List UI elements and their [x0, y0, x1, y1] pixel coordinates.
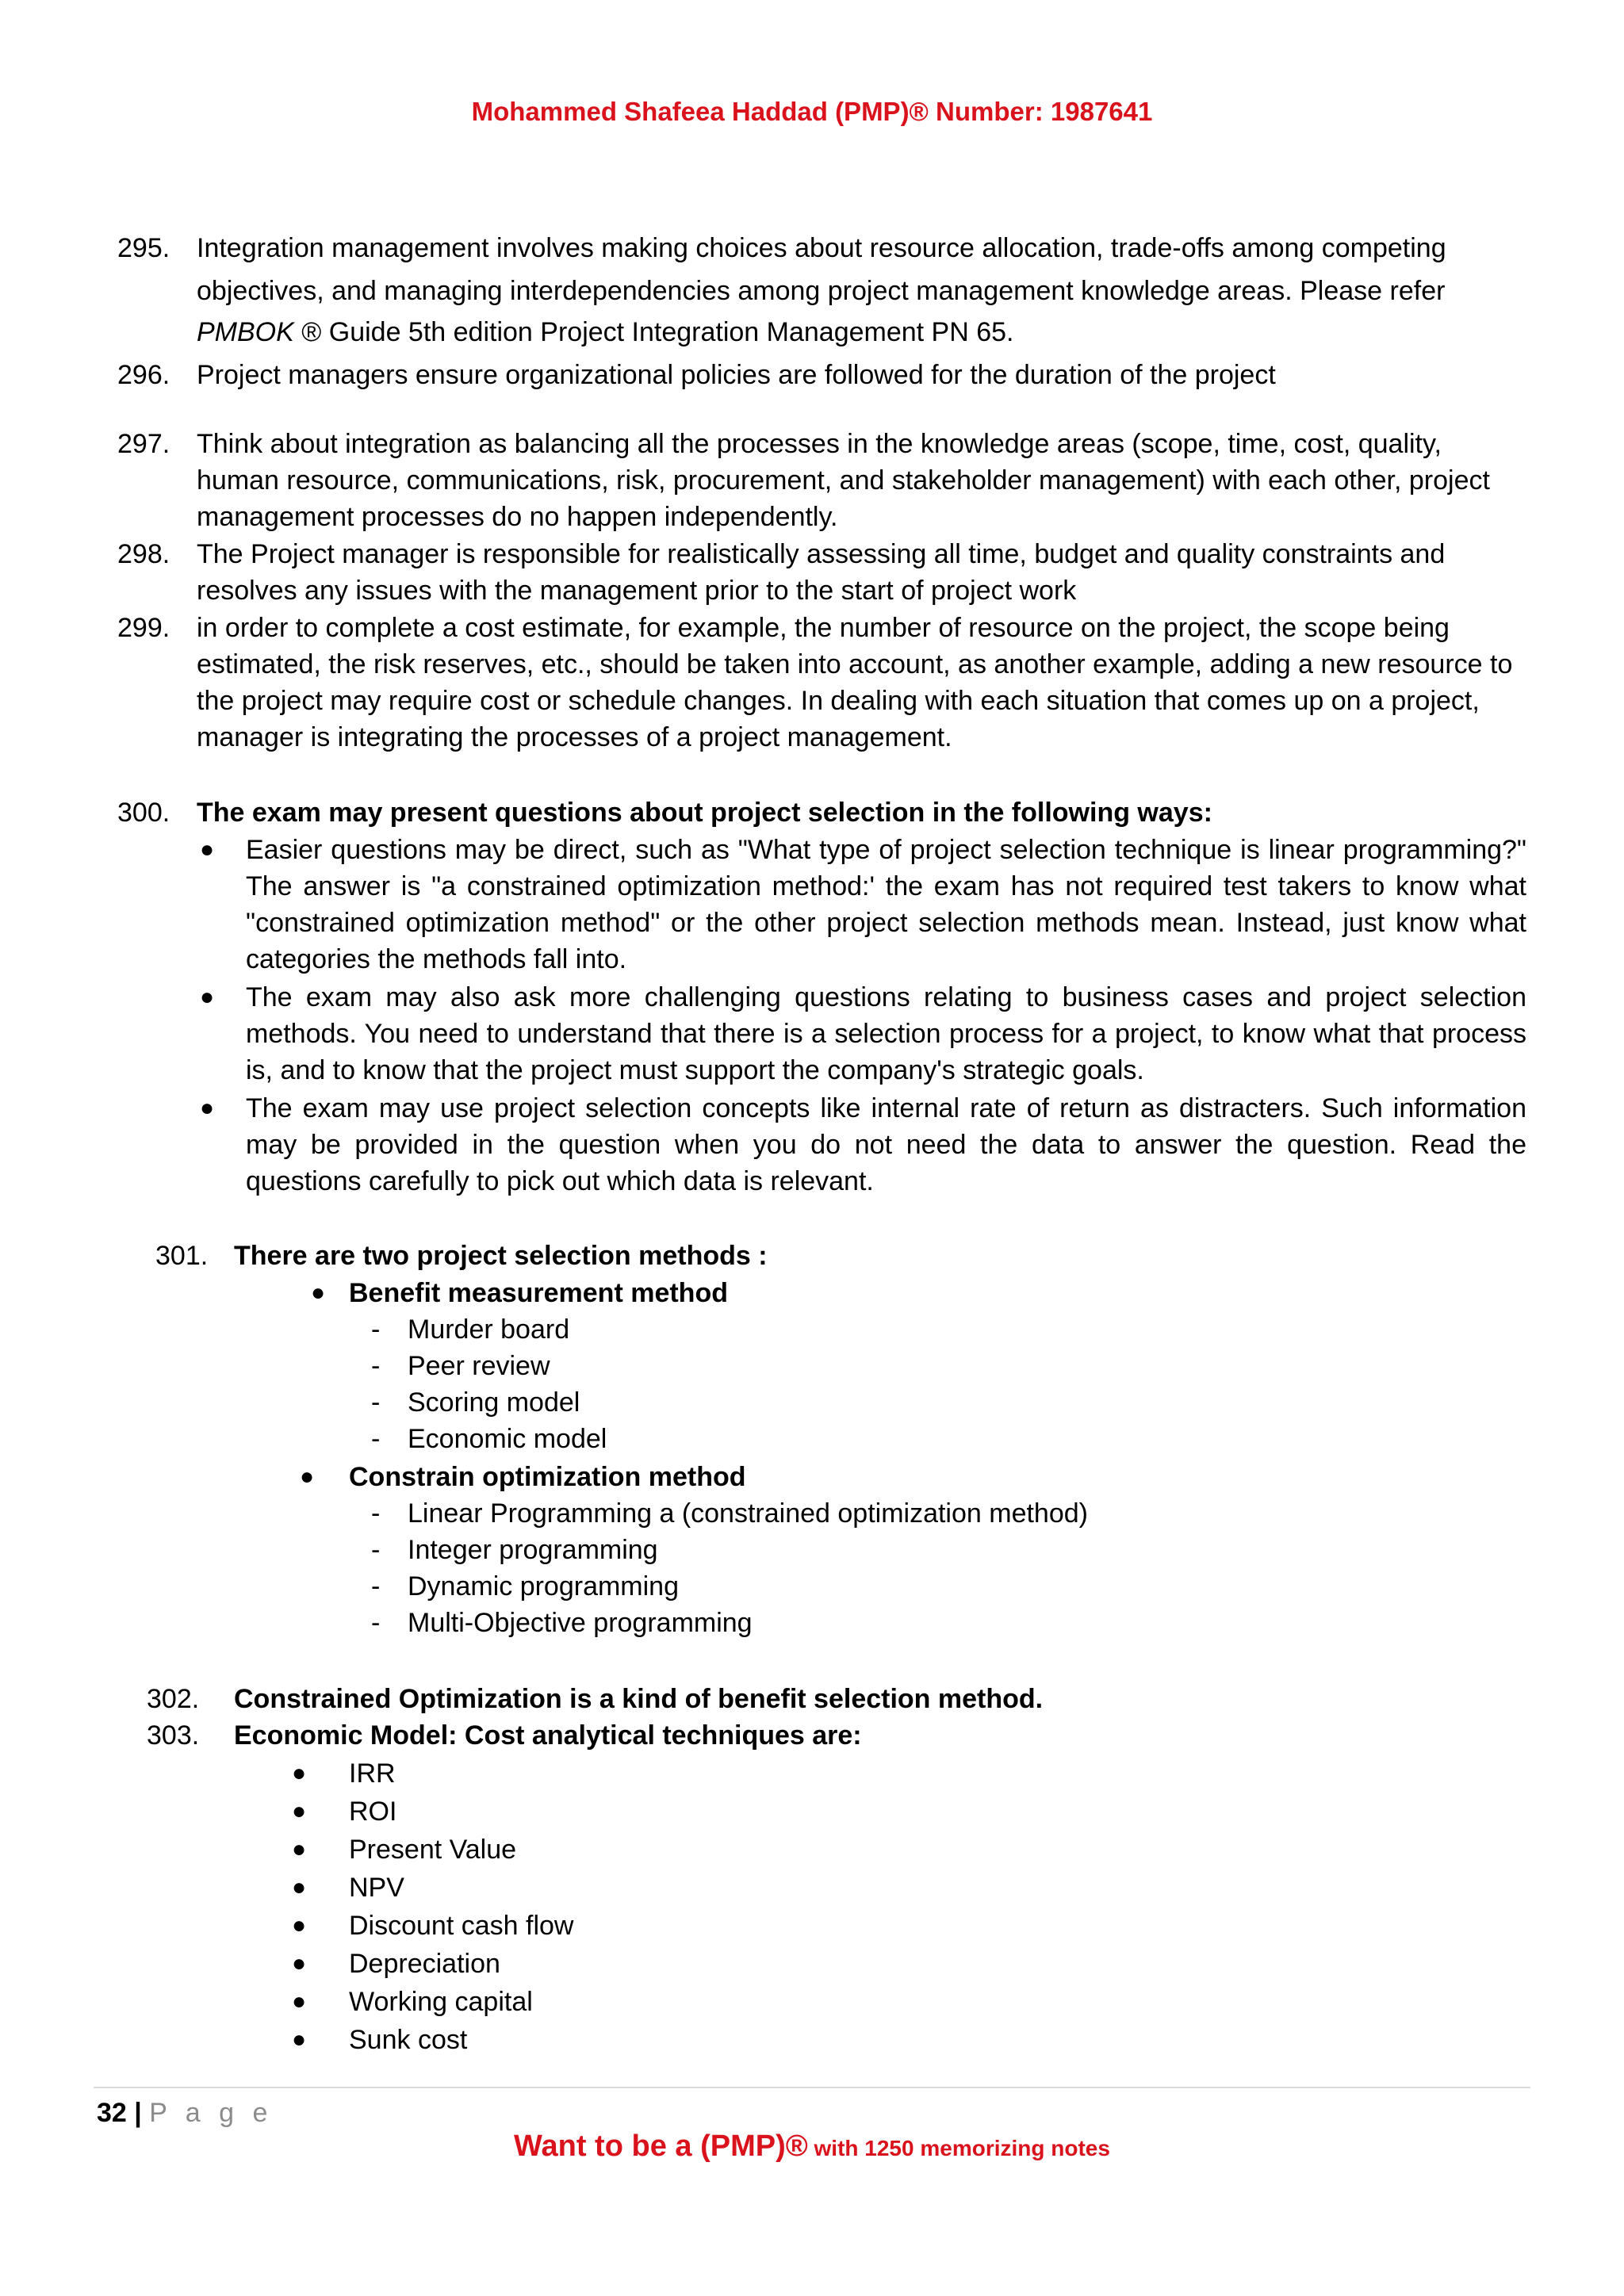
bullet-icon: ●	[200, 836, 215, 863]
item-number: 301.	[155, 1241, 209, 1271]
page-number-value: 32	[97, 2098, 127, 2128]
bullet-icon: ●	[200, 984, 215, 1010]
page-header: Mohammed Shafeea Haddad (PMP)® Number: 1987641	[471, 97, 1153, 126]
economic-item-text: IRR	[349, 1758, 396, 1789]
dash-marker: -	[371, 1535, 381, 1565]
item-number: 302.	[147, 1684, 200, 1714]
item-text: Project managers ensure organizational policies are followed for the duration of the project	[197, 360, 1276, 390]
economic-item-text: NPV	[349, 1873, 404, 1903]
bullet-icon: ●	[300, 1464, 315, 1490]
bullet-text: The exam may use project selection concepts like internal rate of return as distracters. Such information may be provided in the question when you do not need the data to answer the question. Read the questions carefully to pick out which data is relevant.	[246, 1093, 1526, 1196]
economic-item-text: Discount cash flow	[349, 1911, 574, 1941]
economic-item-text: ROI	[349, 1797, 397, 1827]
bullet-icon: ●	[292, 2026, 307, 2053]
item-text-line: Integration management involves making choices about resource allocation, trade-offs among competing	[197, 233, 1446, 263]
economic-item-text: Working capital	[349, 1987, 533, 2017]
item-number: 300.	[117, 798, 170, 828]
dash-marker: -	[371, 1498, 381, 1529]
economic-item-text: Sunk cost	[349, 2025, 468, 2055]
bullet-icon: ●	[292, 1874, 307, 1900]
item-text: in order to complete a cost estimate, for example, the number of resource on the project, the scope being estimated, the risk reserves, etc., should be taken into account, as another example, adding a new resource to the project may require cost or schedule changes. In dealing with each situation that comes up on a project, manager is integrating the processes of a project management.	[197, 613, 1513, 752]
footer-divider	[94, 2087, 1530, 2088]
bullet-text: The exam may also ask more challenging questions relating to business cases and project selection methods. You need to understand that there is a selection process for a project, to know what that process is, and to know that the project must support the company's strategic goals.	[246, 982, 1526, 1085]
item-number: 299.	[117, 613, 170, 643]
page-word: P a g e	[149, 2098, 274, 2128]
bullet-icon: ●	[200, 1095, 215, 1121]
bullet-icon: ●	[292, 1950, 307, 1976]
sub-item-text: Dynamic programming	[408, 1571, 679, 1601]
promo-main: Want to be a (PMP)®	[514, 2130, 808, 2163]
dash-marker: -	[371, 1387, 381, 1418]
item-heading: Economic Model: Cost analytical techniques are:	[234, 1720, 862, 1751]
sub-item-text: Integer programming	[408, 1535, 658, 1565]
sub-item-text: Multi-Objective programming	[408, 1608, 753, 1638]
item-number: 296.	[117, 360, 170, 390]
bullet-icon: ●	[292, 1760, 307, 1786]
page-number	[97, 2095, 273, 2131]
group-title: Constrain optimization method	[349, 1462, 746, 1492]
item-number: 295.	[117, 233, 170, 263]
sub-item-text: Murder board	[408, 1314, 570, 1345]
item-number: 303.	[147, 1720, 200, 1751]
item-text-line: objectives, and managing interdependencies among project management knowledge areas. Please refer	[197, 276, 1446, 306]
sub-item-text: Scoring model	[408, 1387, 580, 1418]
dash-marker: -	[371, 1351, 381, 1381]
dash-marker: -	[371, 1571, 381, 1601]
item-text: The Project manager is responsible for realistically assessing all time, budget and quality constraints and resolves any issues with the management prior to the start of project work	[197, 539, 1446, 606]
bullet-text: Easier questions may be direct, such as "What type of project selection technique is linear programming?" The answer is "a constrained optimization method:' the exam has not required test takers to know what "constrained optimization method" or the other project selection methods mean. Instead, just know what categories the methods fall into.	[246, 835, 1526, 974]
sub-item-text: Linear Programming a (constrained optimization method)	[408, 1498, 1088, 1529]
item-text-rest: ® Guide 5th edition Project Integration Management PN 65.	[293, 317, 1014, 347]
bullet-icon: ●	[292, 1912, 307, 1938]
dash-marker: -	[371, 1314, 381, 1345]
item-heading: The exam may present questions about project selection in the following ways:	[197, 798, 1212, 828]
bullet-icon: ●	[292, 1988, 307, 2015]
item-heading: There are two project selection methods :	[234, 1241, 768, 1271]
item-number: 297.	[117, 429, 170, 459]
bullet-icon: ●	[292, 1798, 307, 1824]
item-number: 298.	[117, 539, 170, 569]
sub-item-text: Economic model	[408, 1424, 607, 1454]
promo-small: with 1250 memorizing notes	[807, 2136, 1110, 2160]
bullet-icon: ●	[292, 1836, 307, 1862]
dash-marker: -	[371, 1608, 381, 1638]
group-title: Benefit measurement method	[349, 1278, 728, 1308]
item-text: Think about integration as balancing all the processes in the knowledge areas (scope, time, cost, quality, human resource, communications, risk, procurement, and stakeholder management) with each other, project management processes do no happen independently.	[197, 429, 1490, 532]
pmbok-title: PMBOK	[197, 317, 294, 347]
sub-item-text: Peer review	[408, 1351, 550, 1381]
item-text: Constrained Optimization is a kind of benefit selection method.	[234, 1684, 1044, 1714]
bullet-icon: ●	[311, 1280, 326, 1306]
economic-item-text: Depreciation	[349, 1949, 500, 1979]
dash-marker: -	[371, 1424, 381, 1454]
economic-item-text: Present Value	[349, 1835, 517, 1865]
footer-promo	[0, 2130, 1624, 2164]
item-text-line	[197, 314, 1014, 350]
page-separator: |	[134, 2098, 142, 2128]
